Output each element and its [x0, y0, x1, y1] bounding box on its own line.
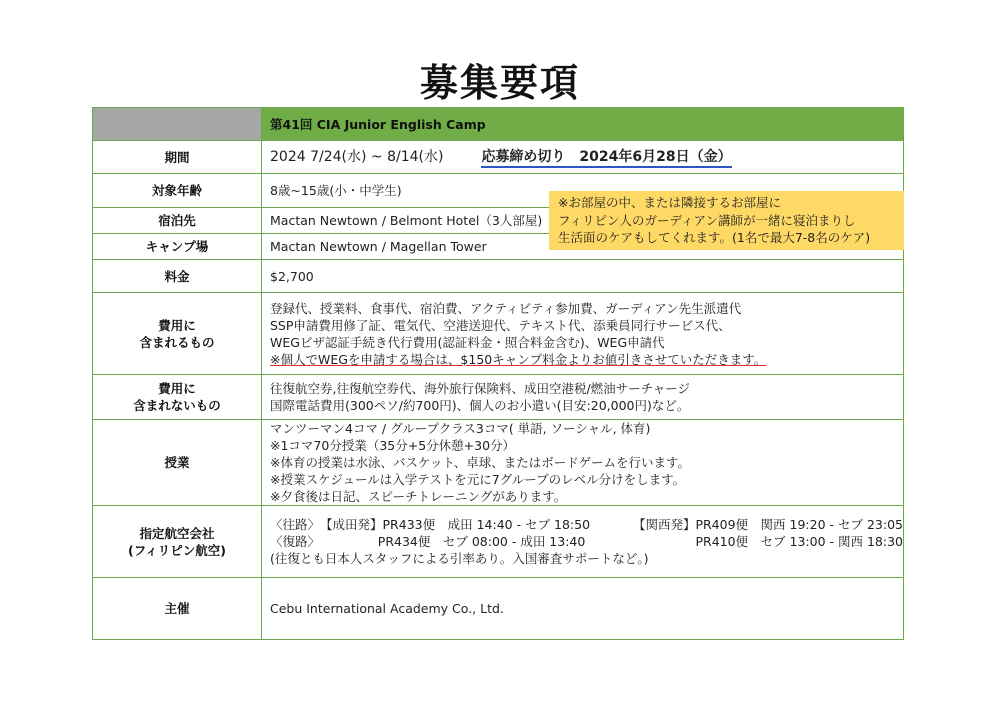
label-age: 対象年齢 [93, 174, 262, 208]
row-excluded [93, 375, 904, 420]
label-excluded-line1: 費用に [158, 381, 196, 396]
outbound-narita: 【成田発】PR433便 成田 14:40 - セブ 18:50 [320, 517, 591, 532]
included-line: 登録代、授業料、食事代、宿泊費、アクティビティ参加費、ガーディアン先生派遣代 [270, 300, 742, 316]
label-organizer: 主催 [93, 578, 262, 640]
label-classes: 授業 [93, 420, 262, 506]
label-excluded-line2: 含まれないもの [133, 398, 221, 413]
callout-line: ※お部屋の中、または隣接するお部屋に [558, 195, 781, 210]
period-dates: 2024 7/24(水) ~ 8/14(水) [270, 149, 444, 165]
label-fee: 料金 [93, 260, 262, 293]
row-included [93, 293, 904, 375]
label-excluded [93, 375, 262, 420]
label-venue: キャンプ場 [93, 234, 262, 260]
return-kansai: PR410便 セブ 13:00 - 関西 18:30 [695, 534, 904, 549]
value-venue: Mactan Newtown / Magellan Tower [262, 234, 904, 260]
label-airline [93, 506, 262, 578]
value-excluded [262, 375, 904, 420]
header-gray-cell [93, 108, 262, 141]
label-included-line1: 費用に [158, 317, 196, 333]
row-organizer [93, 578, 904, 640]
classes-line: ※授業スケジュールは入学テストを元に7グループのレベル分けをします。 [270, 472, 686, 487]
table-header-row [93, 108, 904, 141]
callout-line: 生活面のケアもしてくれます。(1名で最大7-8名のケア) [558, 230, 871, 245]
return-narita: PR434便 セブ 08:00 - 成田 13:40 [377, 534, 586, 549]
label-airline-line1: 指定航空会社 [139, 525, 215, 541]
outbound-leg: 〈往路〉 [270, 517, 321, 532]
camp-name: 第41回 CIA Junior English Camp [262, 108, 904, 141]
included-line: WEGビザ認証手続き代行費用(認証料金・照合料金含む)、WEG申請代 [270, 334, 665, 350]
included-note: ※個人でWEGを申請する場合は、$150キャンプ料金よりお値引きさせていただきます。 [270, 351, 767, 367]
row-airline [93, 506, 904, 578]
classes-line: ※1コマ70分授業（35分+5分休憩+30分） [270, 438, 516, 453]
value-period [262, 141, 904, 174]
value-airline [262, 506, 904, 578]
excluded-line: 往復航空券,往復航空券代、海外旅行保険料、成田空港税/燃油サーチャージ [270, 381, 691, 396]
label-period: 期間 [93, 141, 262, 174]
label-included [93, 293, 262, 375]
value-included [262, 293, 904, 375]
callout-line: フィリピン人のガーディアン講師が一緒に寝泊まりし [558, 212, 856, 228]
airline-note: (往復とも日本人スタッフによる引率あり。入国審査サポートなど。) [270, 551, 649, 566]
return-flights [270, 533, 903, 550]
value-fee: $2,700 [262, 260, 904, 293]
excluded-line: 国際電話費用(300ペソ/約700円)、個人のお小遣い(目安:20,000円)など。 [270, 398, 690, 413]
outbound-kansai: 【関西発】PR409便 関西 19:20 - セブ 23:05 [632, 517, 903, 532]
row-period [93, 141, 904, 174]
deadline: 応募締め切り 2024年6月28日（金） [481, 149, 731, 168]
value-classes [262, 420, 904, 506]
value-age: 8歳~15歳(小・中学生) [262, 174, 904, 208]
label-lodging: 宿泊先 [93, 208, 262, 234]
label-included-line2: 含まれるもの [139, 334, 215, 350]
value-lodging: Mactan Newtown / Belmont Hotel（3人部屋) [262, 208, 904, 234]
requirements-table [92, 107, 904, 640]
classes-line: ※夕食後は日記、スピーチトレーニングがあります。 [270, 489, 567, 504]
included-line: SSP申請費用修了証、電気代、空港送迎代、テキスト代、添乗員同行サービス代、 [270, 317, 731, 333]
label-airline-line2: (フィリピン航空) [128, 542, 226, 558]
outbound-flights [270, 516, 903, 533]
guardian-callout [549, 191, 904, 250]
classes-line: マンツーマン4コマ / グループクラス3コマ( 単語, ソーシャル, 体育) [270, 421, 651, 436]
classes-line: ※体育の授業は水泳、バスケット、卓球、またはボードゲームを行います。 [270, 455, 690, 470]
row-classes [93, 420, 904, 506]
value-organizer: Cebu International Academy Co., Ltd. [262, 578, 904, 640]
return-leg: 〈復路〉 [270, 534, 321, 549]
page-title: 募集要項 [419, 61, 580, 105]
row-fee [93, 260, 904, 293]
